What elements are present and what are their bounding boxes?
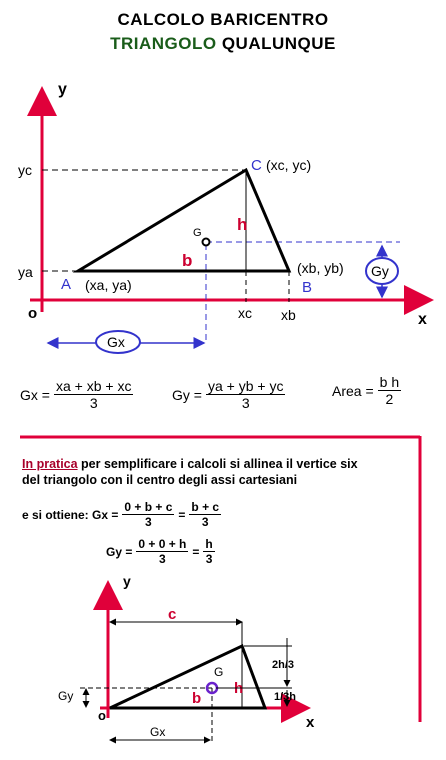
gx-simplified-formula	[22, 500, 221, 529]
gx2-den-1: 3	[145, 515, 152, 529]
y-axis-label-2: y	[123, 573, 131, 589]
x-axis-label-1: x	[418, 311, 427, 328]
b-label-2: b	[192, 690, 202, 707]
gy-label-2: Gy	[58, 689, 74, 703]
gy2-fraction-1	[136, 537, 188, 566]
c-label: c	[168, 606, 177, 623]
area-numerator: b h	[379, 374, 400, 390]
area-formula	[332, 374, 401, 407]
one-third-label: 1/3h	[274, 691, 297, 703]
gy-label-1: Gy	[371, 263, 389, 279]
origin-label-2: o	[98, 708, 106, 723]
gx-denominator: 3	[89, 395, 98, 411]
area-fraction	[378, 374, 401, 407]
gx2-fraction-2	[189, 500, 221, 529]
gy-simplified-formula	[106, 537, 215, 566]
h-label-2: h	[234, 680, 244, 697]
two-thirds-label: 2h/3	[272, 659, 295, 671]
note-line-2: del triangolo con il centro degli assi cartesiani	[22, 473, 298, 487]
xb-tick-label: xb	[281, 307, 296, 323]
gy-denominator: 3	[241, 395, 250, 411]
ya-label: ya	[18, 264, 33, 280]
vertex-b-label: B	[302, 279, 313, 296]
gx2-fraction-1	[122, 500, 174, 529]
note-line-3: e si ottiene: Gx =	[22, 507, 119, 522]
gy-numerator: ya + yb + yc	[207, 378, 284, 394]
gx-label-1: Gx	[107, 334, 125, 350]
note-underlined: In pratica	[22, 457, 78, 471]
area-formula-lhs: Area =	[332, 382, 374, 399]
gy-formula	[172, 378, 285, 411]
b-label-1: b	[182, 251, 193, 270]
xc-tick-label: xc	[238, 305, 252, 321]
gx2-den-2: 3	[201, 515, 209, 529]
g-label-1: G	[193, 227, 202, 239]
gx2-num-1: 0 + b + c	[124, 500, 173, 514]
gy2-num-1: 0 + 0 + h	[138, 537, 187, 551]
title-qualunque: QUALUNQUE	[221, 34, 336, 53]
note-line-1-rest: per semplificare i calcoli si allinea il vertice six	[77, 457, 358, 471]
gx-formula	[20, 378, 133, 411]
vertex-c-label: C	[251, 157, 262, 174]
gy-fraction	[206, 378, 285, 411]
note-line-1	[22, 457, 417, 471]
diagram-1	[18, 81, 428, 353]
g-label-2: G	[214, 665, 224, 679]
gy2-den-2: 3	[205, 552, 213, 566]
gy2-den-1: 3	[159, 552, 166, 566]
y-axis-label-1: y	[58, 81, 67, 98]
gx-fraction	[54, 378, 133, 411]
vertex-a-label: A	[61, 276, 72, 293]
yc-label: yc	[18, 162, 32, 178]
x-axis-label-2: x	[306, 714, 315, 731]
gx2-num-2: b + c	[191, 500, 220, 514]
vertex-c-coords: (xc, yc)	[266, 157, 312, 173]
vertex-a-coords: (xa, ya)	[85, 277, 132, 293]
diagram-2	[58, 573, 315, 744]
gy-formula-lhs: Gy =	[172, 386, 202, 403]
gy2-equals: =	[192, 544, 200, 559]
origin-label-1: o	[28, 305, 38, 322]
title-triangolo: TRIANGOLO	[110, 34, 217, 53]
gy2-lhs: Gy =	[106, 544, 133, 559]
gy2-num-2: h	[205, 537, 213, 551]
gx-numerator: xa + xb + xc	[55, 378, 132, 394]
vertex-b-coords: (xb, yb)	[297, 260, 344, 276]
gy2-fraction-2	[203, 537, 214, 566]
area-denominator: 2	[385, 391, 394, 407]
h-label-1: h	[237, 215, 248, 234]
title-line-1: CALCOLO BARICENTRO	[117, 10, 329, 29]
gx-label-2: Gx	[150, 725, 166, 739]
centroid-g-1	[203, 239, 210, 246]
gx-formula-lhs: Gx =	[20, 386, 50, 403]
gx2-equals: =	[178, 507, 186, 522]
